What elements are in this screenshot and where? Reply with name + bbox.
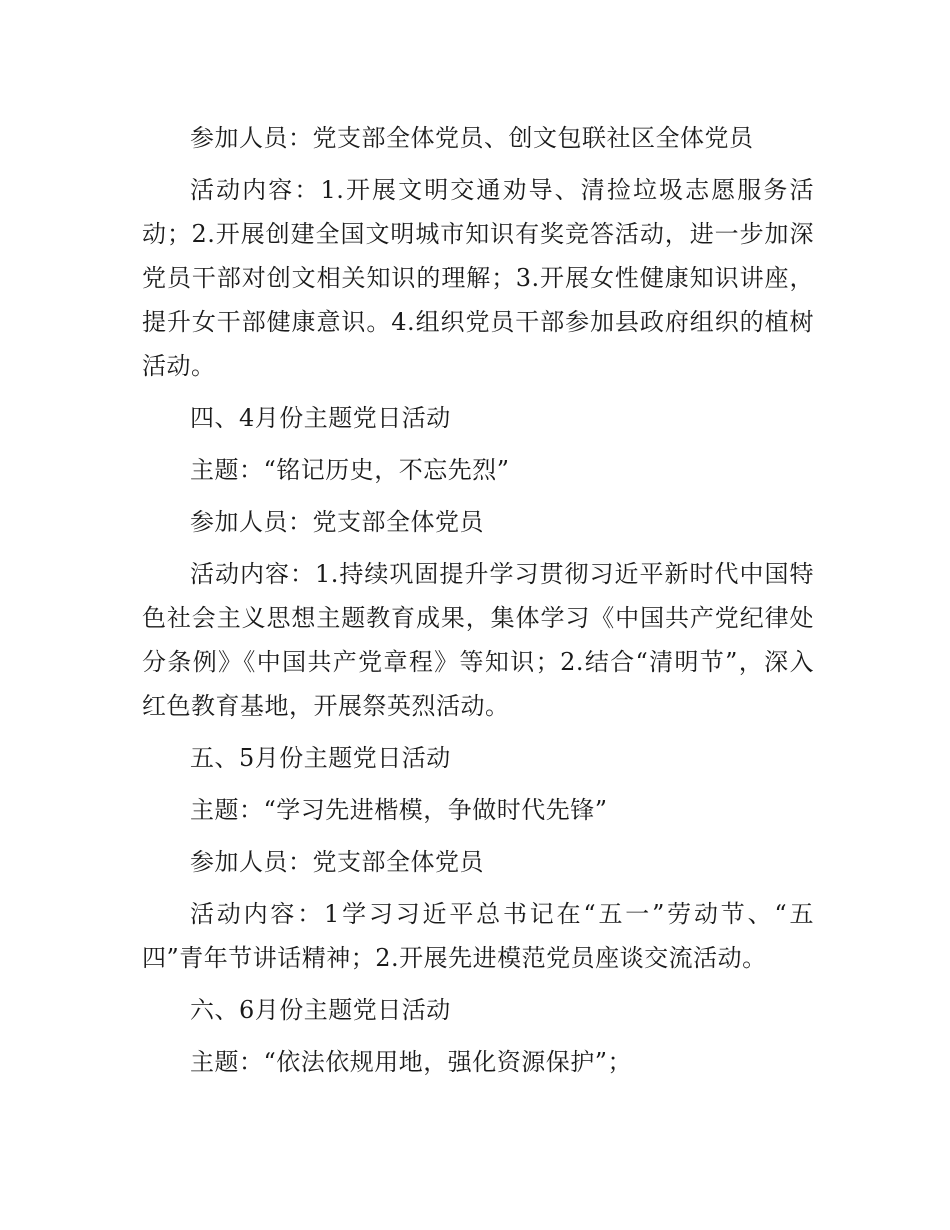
section-heading-april: 四、4月份主题党日活动 <box>190 404 451 432</box>
paragraph-activity-content-may: 活动内容：1学习习近平总书记在“五一”劳动节、“五四”青年节讲话精神；2.开展先进模范党员座谈交流活动。 <box>142 900 814 972</box>
paragraph-participants-march: 参加人员：党支部全体党员、创文包联社区全体党员 <box>190 124 754 152</box>
paragraph-participants-may: 参加人员：党支部全体党员 <box>190 848 484 876</box>
paragraph-theme-june: 主题：“依法依规用地，强化资源保护”； <box>190 1048 633 1076</box>
paragraph-theme-may: 主题：“学习先进楷模，争做时代先锋” <box>190 796 608 824</box>
section-heading-may: 五、5月份主题党日活动 <box>190 744 451 772</box>
section-heading-june: 六、6月份主题党日活动 <box>190 996 451 1024</box>
paragraph-activity-content-march: 活动内容：1.开展文明交通劝导、清捡垃圾志愿服务活动；2.开展创建全国文明城市知识有奖竞答活动，进一步加深党员干部对创文相关知识的理解；3.开展女性健康知识讲座，提升女干部健康意识。4.组织党员干部参加县政府组织的植树活动。 <box>142 176 814 380</box>
document-body <box>142 116 814 1092</box>
paragraph-participants-april: 参加人员：党支部全体党员 <box>190 508 484 536</box>
paragraph-theme-april: 主题：“铭记历史，不忘先烈” <box>190 456 510 484</box>
paragraph-activity-content-april: 活动内容：1.持续巩固提升学习贯彻习近平新时代中国特色社会主义思想主题教育成果，集体学习《中国共产党纪律处分条例》《中国共产党章程》等知识；2.结合“清明节”，深入红色教育基地，开展祭英烈活动。 <box>142 560 814 720</box>
